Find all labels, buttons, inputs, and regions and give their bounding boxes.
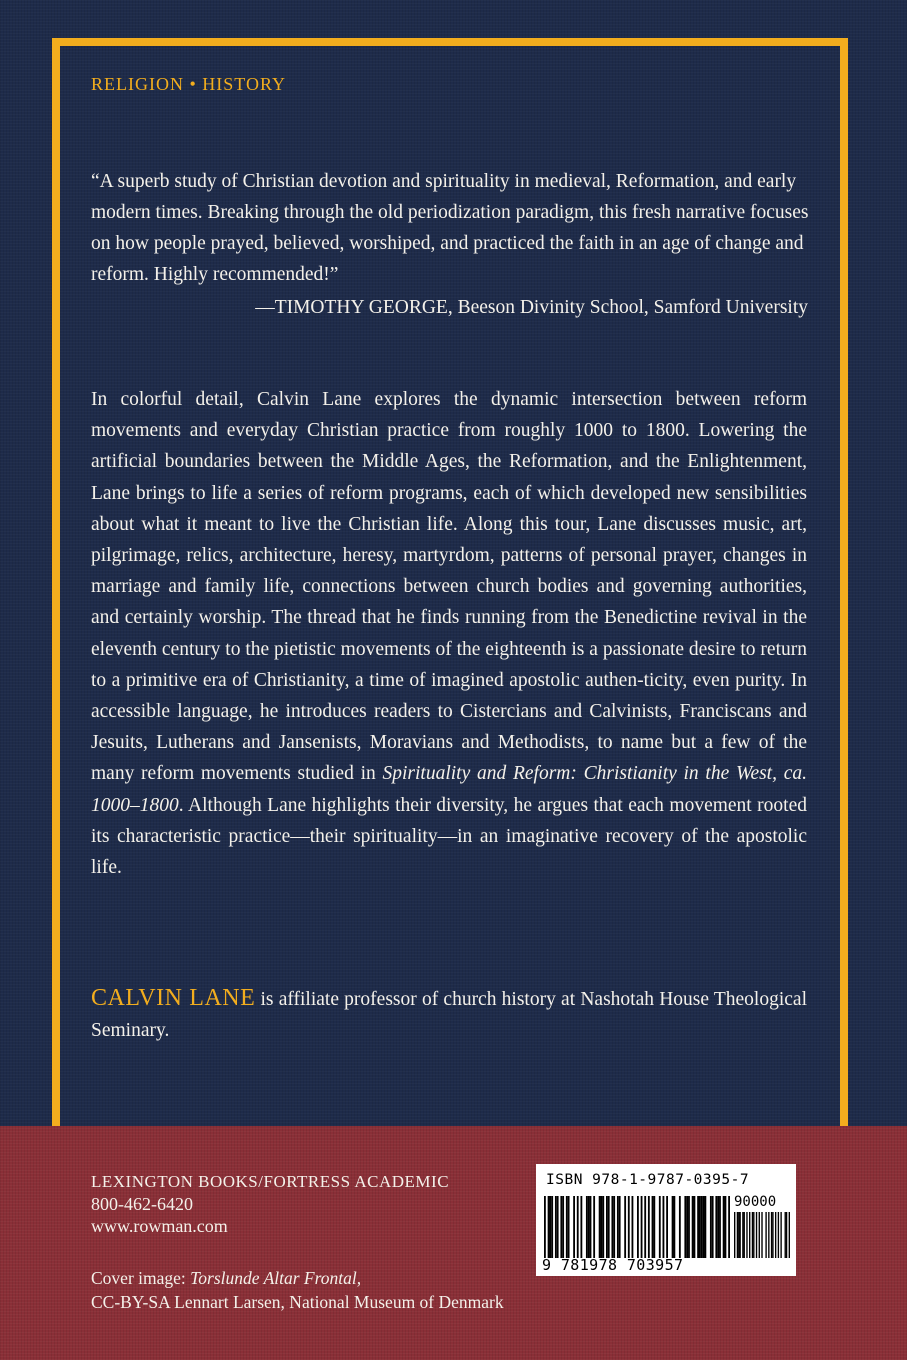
barcode-bar [580, 1196, 582, 1258]
barcode-bar [593, 1196, 595, 1258]
addon-digits: 90000 [734, 1194, 777, 1210]
barcode-bar [753, 1212, 754, 1258]
barcode-box [536, 1164, 796, 1276]
barcode-bar [548, 1196, 550, 1258]
barcode-bar [725, 1196, 727, 1258]
barcode-bar [566, 1196, 568, 1258]
barcode-bar [704, 1196, 706, 1258]
barcode-bar [699, 1196, 701, 1258]
barcode-bar [785, 1212, 786, 1258]
barcode-bar [688, 1196, 690, 1258]
barcode-bar [710, 1196, 712, 1258]
barcode-bar [586, 1196, 588, 1258]
barcode-bar [737, 1212, 738, 1258]
author-name: CALVIN LANE [91, 985, 256, 1011]
barcode-bar [555, 1196, 557, 1258]
barcode-bar [673, 1196, 675, 1258]
endorsement-quote: “A superb study of Christian devotion and spirituality in medieval, Reformation, and early modern times. Breaking through the old periodization paradigm, this fresh narrative focuses on how people prayed, believed, worshiped, and practiced the faith in an age of change and reform. Highly recommended!” [91, 171, 809, 285]
cover-credit-license: CC-BY-SA Lennart Larsen, National Museum of Denmark [91, 1292, 504, 1312]
barcode-bar [746, 1212, 747, 1258]
barcode-bar [749, 1212, 750, 1258]
publisher-website: www.rowman.com [91, 1216, 228, 1236]
barcode-bar [551, 1196, 553, 1258]
barcode-bar [672, 1196, 674, 1258]
author-bio-text: is affiliate professor of church history at Nashotah House Theological Seminary. [91, 989, 807, 1041]
category-label: RELIGION • HISTORY [91, 74, 286, 94]
barcode-bar [694, 1196, 696, 1258]
barcode-bar [739, 1212, 740, 1258]
barcode-bar [617, 1196, 619, 1258]
barcode-bar [602, 1196, 604, 1258]
barcode-bar [663, 1196, 665, 1258]
ean-barcode-icon [544, 1196, 730, 1258]
barcode-bar [653, 1196, 655, 1258]
barcode-bar [624, 1196, 626, 1258]
barcode-bar [697, 1196, 699, 1258]
barcode-bar [590, 1196, 592, 1258]
barcode-bar [606, 1196, 608, 1258]
barcode-bar [619, 1196, 621, 1258]
barcode-bar [723, 1196, 725, 1258]
barcode-bar [659, 1196, 661, 1258]
barcode-bar [692, 1196, 694, 1258]
barcode-bar [557, 1196, 559, 1258]
barcode-bar [679, 1196, 681, 1258]
barcode-bar [544, 1196, 546, 1258]
barcode-bar [744, 1212, 745, 1258]
addon-barcode-icon [734, 1212, 790, 1258]
barcode-bar [703, 1196, 705, 1258]
barcode-bar [759, 1212, 760, 1258]
barcode-bar [756, 1212, 757, 1258]
barcode-bar [778, 1212, 779, 1258]
barcode-bar [789, 1212, 790, 1258]
description-book-title: Spirituality and Reform: Christianity in the West, ca. 1000–1800 [91, 763, 807, 816]
publisher-phone: 800-462-6420 [91, 1194, 193, 1214]
barcode-bar [771, 1212, 772, 1258]
barcode-bar [599, 1196, 601, 1258]
barcode-bar [588, 1196, 590, 1258]
description-part-1: In colorful detail, Calvin Lane explores the dynamic intersection between reform movements and everyday Christian practice from roughly 1000 to 1800. Lowering the artificial boundaries between the Middle Ages, the Reformation, and the Enlightenment, Lane brings to life a series of reform programs, each of which developed new sensibilities about what it meant to live the Christian life. Along this tour, Lane discusses music, art, pilgrimage, relics, architecture, heresy, martyrdom, patterns of personal prayer, changes in marriage and family life, connections between church bodies and governing authorities, and certainly worship. The thread that he finds running from the Benedictine revival in the eleventh century to the pietistic movements of the eighteenth is a passionate desire to return to a primitive era of Christianity, a time of imagined apostolic authen-ticity, even purity. In accessible language, he introduces readers to Cistercians and Calvinists, Franciscans and Jesuits, Lutherans and Jansenists, Moravians and Methodists, to name but a few of the many reform movements studied in [91, 389, 807, 785]
barcode-bar [568, 1196, 570, 1258]
ean-digits: 9 781978 703957 [542, 1256, 684, 1274]
barcode-bar [717, 1196, 719, 1258]
barcode-bar [560, 1196, 562, 1258]
barcode-bar [601, 1196, 603, 1258]
author-bio [91, 983, 807, 1046]
barcode-bar [577, 1196, 579, 1258]
book-description [91, 384, 807, 883]
barcode-bar [752, 1212, 753, 1258]
barcode-bar [641, 1196, 643, 1258]
barcode-bar [637, 1196, 639, 1258]
description-part-2: . Although Lane highlights their diversity, he argues that each movement rooted its characteristic practice—their spirituality—in an imaginative recovery of the apostolic life. [91, 794, 807, 879]
barcode-bar [632, 1196, 634, 1258]
barcode-bar [715, 1196, 717, 1258]
publisher-info [91, 1171, 449, 1237]
isbn-text: ISBN 978-1-9787-0395-7 [546, 1172, 750, 1188]
endorsement-attribution: —TIMOTHY GEORGE, Beeson Divinity School, Samford University [255, 297, 808, 318]
cover-credit-label: Cover image: [91, 1268, 191, 1288]
barcode-bar [613, 1196, 615, 1258]
barcode-bar [719, 1196, 721, 1258]
barcode-bar [775, 1212, 776, 1258]
publisher-name: LEXINGTON BOOKS/FORTRESS ACADEMIC [91, 1172, 450, 1191]
barcode-bar [734, 1212, 735, 1258]
barcode-bar [780, 1212, 781, 1258]
barcode-bar [652, 1196, 654, 1258]
barcode-bar [611, 1196, 613, 1258]
barcode-bar [549, 1196, 551, 1258]
barcode-bar [701, 1196, 703, 1258]
barcode-bar [648, 1196, 650, 1258]
barcode-bar [666, 1196, 668, 1258]
barcode-bar [738, 1212, 739, 1258]
barcode-bar [608, 1196, 610, 1258]
barcode-bar [768, 1212, 769, 1258]
barcode-bar [684, 1196, 686, 1258]
barcode-bar [728, 1196, 730, 1258]
barcode-bar [573, 1196, 575, 1258]
barcode-bar [712, 1196, 714, 1258]
barcode-bar [686, 1196, 688, 1258]
barcode-bar [765, 1212, 766, 1258]
barcode-bar [644, 1196, 646, 1258]
barcode-bar [786, 1212, 787, 1258]
barcode-bar [628, 1196, 630, 1258]
barcode-bar [562, 1196, 564, 1258]
cover-credit [91, 1266, 504, 1314]
barcode-bar [772, 1212, 773, 1258]
barcode-bar [761, 1212, 762, 1258]
barcode-bar [742, 1212, 743, 1258]
cover-credit-title: Torslunde Altar Frontal, [190, 1268, 362, 1288]
